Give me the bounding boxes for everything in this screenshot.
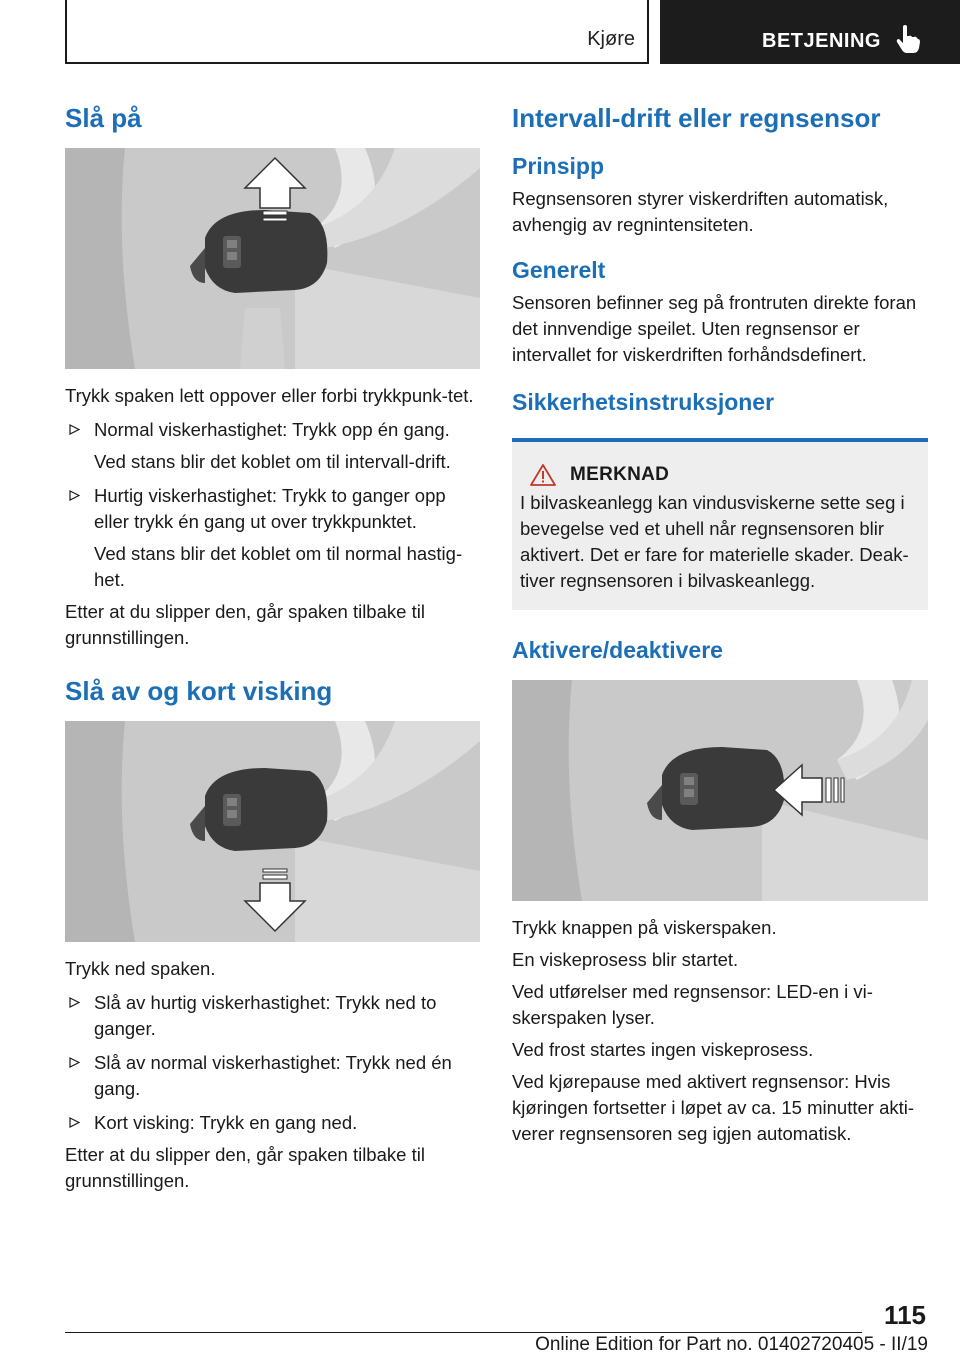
header-section-label: Kjøre [587,28,635,50]
aktiv-line-5: Ved kjørepause med aktivert regnsensor: Hvis kjøringen fortsetter i løpet av ca. 15 minutter akti-verer regnsensoren seg igjen automatisk. [512,1071,915,1144]
sla-pa-subnote-2: Ved stans blir det koblet om til normal hastig-het. [94,543,463,590]
triangle-bullet-icon [69,424,80,435]
footer-divider [65,1332,862,1333]
header-chapter-label: BETJENING [762,30,881,52]
sla-pa-bullet-list-2 [65,483,480,535]
subsection-title-prinsipp: Prinsipp [512,153,605,179]
aktiv-line-4: Ved frost startes ingen viskeprosess. [512,1039,814,1060]
notice-header [520,464,920,486]
left-column [65,100,480,1194]
sla-pa-outro: Etter at du slipper den, går spaken tilbake til grunnstillingen. [65,601,425,648]
hand-pointer-icon [896,24,920,54]
sla-pa-bullet-list [65,417,480,443]
footer-edition: Online Edition for Part no. 01402720405 - II/19 [535,1334,928,1355]
wiper-lever-button-illustration [512,680,928,901]
triangle-bullet-icon [69,997,80,1008]
generelt-text: Sensoren befinner seg på frontruten direkte foran det innvendige speilet. Uten regnsensor er intervallet for viskerdriften forhåndsdefinert. [512,292,917,365]
aktiv-line-3: Ved utførelser med regnsensor: LED-en i vi-skerspaken lyser. [512,981,873,1028]
triangle-bullet-icon [69,1057,80,1068]
notice-title: MERKNAD [570,464,670,485]
wiper-lever-down-illustration [65,721,480,942]
list-item: Slå av hurtig viskerhastighet: Trykk ned to ganger. [65,990,480,1042]
list-item: Normal viskerhastighet: Trykk opp én gang. [65,417,480,443]
list-item: Hurtig viskerhastighet: Trykk to ganger opp eller trykk én gang ut over trykkpunktet. [65,483,480,535]
sla-pa-subnote-1: Ved stans blir det koblet om til intervall-drift. [94,451,451,472]
sla-av-outro: Etter at du slipper den, går spaken tilbake til grunnstillingen. [65,1144,425,1191]
aktiv-line-1: Trykk knappen på viskerspaken. [512,917,777,938]
section-title-sla-av: Slå av og kort visking [65,676,333,706]
section-title-sla-pa: Slå på [65,103,142,133]
header-chapter-tab [660,0,960,64]
section-title-intervall: Intervall-drift eller regnsensor [512,103,881,133]
triangle-bullet-icon [69,1117,80,1128]
sla-av-bullet-list [65,990,480,1136]
sla-pa-intro: Trykk spaken lett oppover eller forbi trykkpunk-tet. [65,385,474,406]
triangle-bullet-icon [69,490,80,501]
subsection-title-generelt: Generelt [512,257,606,283]
aktiv-line-2: En viskeprosess blir startet. [512,949,739,970]
right-column [512,100,928,1147]
page-number: 115 [884,1300,926,1330]
header-section-box [65,0,649,64]
notice-box [512,438,928,610]
warning-triangle-icon [530,464,556,486]
wiper-lever-up-illustration [65,148,480,369]
prinsipp-text: Regnsensoren styrer viskerdriften automatisk, avhengig av regnintensiteten. [512,188,889,235]
subsection-title-sikkerhet: Sikkerhetsinstruksjoner [512,389,775,415]
list-item: Slå av normal viskerhastighet: Trykk ned én gang. [65,1050,480,1102]
notice-text: I bilvaskeanlegg kan vindusviskerne sette seg i bevegelse ved et uhell når regnsensoren blir aktivert. Det er fare for materielle skader. Deak-tiver regnsensoren i bilvaskeanlegg. [520,492,909,591]
sla-av-intro: Trykk ned spaken. [65,958,216,979]
list-item: Kort visking: Trykk en gang ned. [65,1110,480,1136]
subsection-title-aktivere: Aktivere/deaktivere [512,637,723,663]
